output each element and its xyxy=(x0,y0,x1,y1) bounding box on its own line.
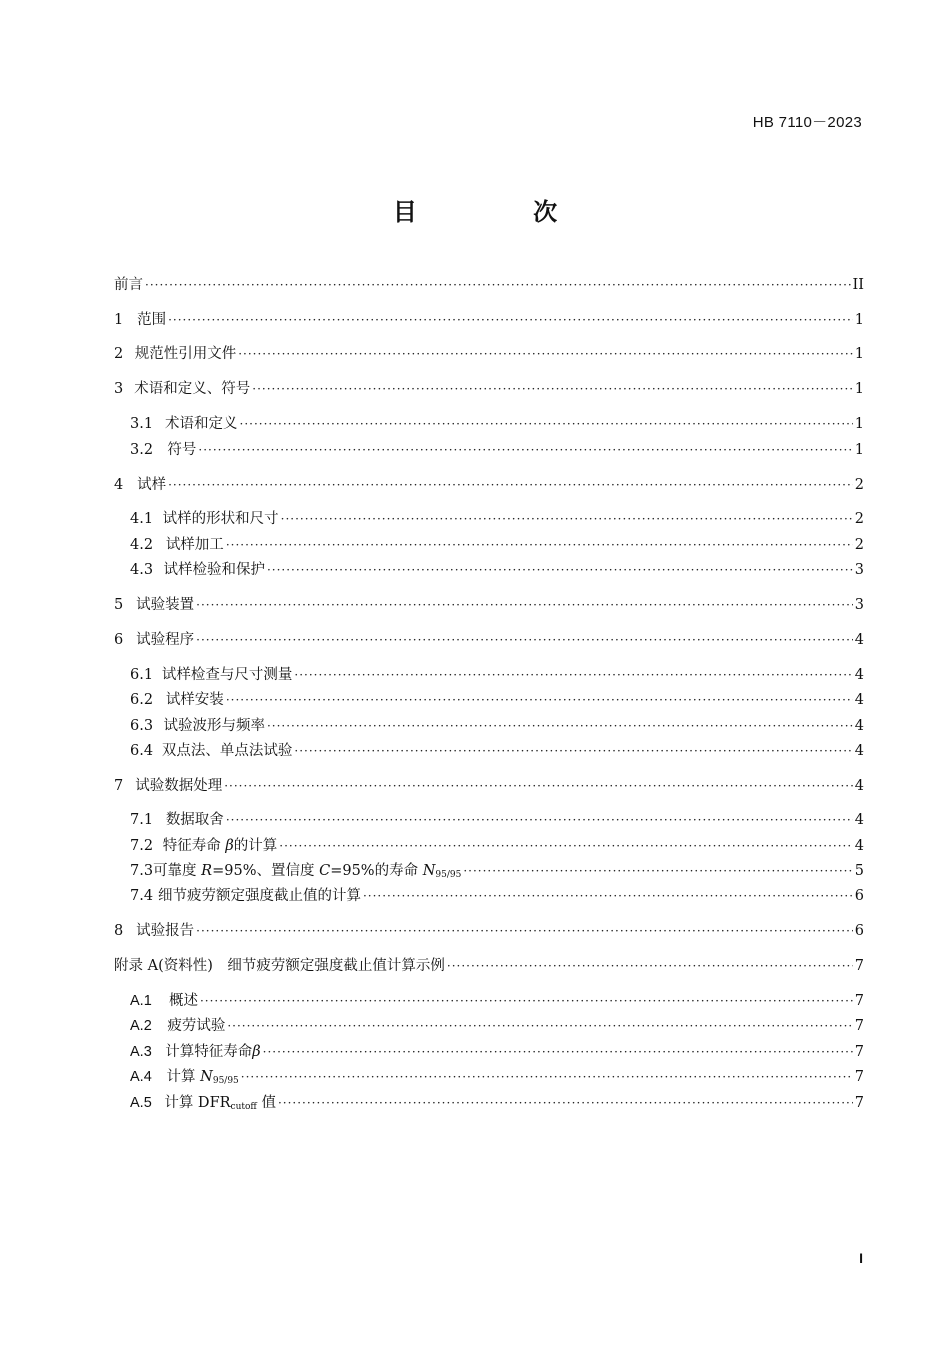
entry-number: 7.1 xyxy=(130,812,154,828)
dot-leader xyxy=(241,1068,853,1086)
toc-entry-4-3[interactable] xyxy=(130,561,864,579)
entry-label: 试验报告 xyxy=(136,923,195,939)
dot-leader xyxy=(200,992,853,1010)
toc-entry-3[interactable] xyxy=(114,380,864,398)
page-number: I xyxy=(859,1250,863,1266)
entry-label: 符号 xyxy=(167,442,197,458)
toc-entry-a-3[interactable] xyxy=(130,1043,864,1061)
entry-number: A.2 xyxy=(130,1018,152,1034)
entry-page: 1 xyxy=(854,381,864,397)
n-subscript: 95/95 xyxy=(212,1076,239,1086)
entry-page: 2 xyxy=(854,477,864,493)
dot-leader xyxy=(196,596,853,614)
dot-leader xyxy=(145,276,851,294)
dot-leader xyxy=(198,441,852,459)
toc-entry-6-4[interactable] xyxy=(130,742,864,760)
dfr-subscript: cutoff xyxy=(230,1102,257,1112)
dot-leader xyxy=(226,691,853,709)
toc-entry-7-2[interactable] xyxy=(130,837,864,855)
dot-leader xyxy=(252,380,853,398)
toc-entry-6-2[interactable] xyxy=(130,691,864,709)
toc-entry-4[interactable] xyxy=(114,476,864,494)
entry-number: A.5 xyxy=(130,1095,152,1111)
entry-page: 5 xyxy=(854,863,864,879)
entry-label: 数据取舍 xyxy=(165,812,224,828)
toc-entry-1[interactable] xyxy=(114,311,864,329)
entry-label xyxy=(163,837,278,855)
entry-label xyxy=(167,1068,239,1090)
label-part: 计算 DFR xyxy=(164,1095,231,1111)
label-part: =95%、置信度 xyxy=(212,863,315,879)
toc-entry-appendix-a[interactable] xyxy=(114,957,864,975)
entry-page: 4 xyxy=(854,718,864,734)
entry-label: 试样检查与尺寸测量 xyxy=(161,667,293,683)
dot-leader xyxy=(238,345,853,363)
dot-leader xyxy=(168,476,853,494)
label-part: 值 xyxy=(261,1095,276,1111)
entry-page: 1 xyxy=(854,312,864,328)
entry-number: 6.3 xyxy=(130,718,154,734)
c-symbol: C xyxy=(319,863,331,879)
standard-code: HB 7110－2023 xyxy=(752,114,862,131)
entry-number: A.4 xyxy=(130,1069,152,1085)
entry-page: 4 xyxy=(854,632,864,648)
dot-leader xyxy=(224,777,853,795)
entry-label: 试样 xyxy=(137,477,167,493)
n-symbol: N xyxy=(422,863,436,879)
entry-page: 6 xyxy=(854,888,864,904)
entry-label: 术语和定义、符号 xyxy=(134,381,251,397)
toc-entry-7[interactable] xyxy=(114,777,864,795)
toc-entry-8[interactable] xyxy=(114,922,864,940)
entry-number: 5 xyxy=(114,597,124,613)
entry-number: 7 xyxy=(114,778,124,794)
toc-entry-3-2[interactable] xyxy=(130,441,864,459)
entry-number: 4.2 xyxy=(130,537,154,553)
entry-page: 4 xyxy=(854,778,864,794)
entry-number: 6.1 xyxy=(130,667,154,683)
toc-entry-7-3[interactable] xyxy=(130,862,864,884)
entry-page: 7 xyxy=(854,993,864,1009)
dot-leader xyxy=(294,666,852,684)
label-part: 计算特征寿命 xyxy=(165,1044,253,1060)
label-part: 的计算 xyxy=(233,838,278,854)
entry-label: 试样安装 xyxy=(165,692,224,708)
toc-entry-4-2[interactable] xyxy=(130,536,864,554)
entry-number: 6.2 xyxy=(130,692,154,708)
entry-label xyxy=(164,1094,276,1116)
entry-label: 试样加工 xyxy=(165,537,224,553)
toc-entry-a-1[interactable] xyxy=(130,992,864,1010)
entry-label: 试验装置 xyxy=(136,597,195,613)
entry-number: 4 xyxy=(114,477,124,493)
entry-page: 4 xyxy=(854,743,864,759)
entry-number: 3.2 xyxy=(130,442,154,458)
dot-leader xyxy=(263,1043,853,1061)
entry-number: 6.4 xyxy=(130,743,154,759)
entry-page: 1 xyxy=(854,346,864,362)
entry-label: 试验数据处理 xyxy=(135,778,223,794)
dot-leader xyxy=(240,415,853,433)
toc-entry-a-5[interactable] xyxy=(130,1094,864,1116)
n-subscript: 95/95 xyxy=(435,870,462,880)
entry-page: 3 xyxy=(854,597,864,613)
entry-number: 7.3 xyxy=(130,863,154,879)
page-title: 目 次 xyxy=(392,198,612,226)
dot-leader xyxy=(281,510,853,528)
dot-leader xyxy=(168,311,853,329)
toc-entry-a-2[interactable] xyxy=(130,1017,864,1035)
entry-page: 6 xyxy=(854,923,864,939)
dot-leader xyxy=(226,811,853,829)
entry-number: A.3 xyxy=(130,1044,152,1060)
toc-entry-6[interactable] xyxy=(114,631,864,649)
toc-entry-a-4[interactable] xyxy=(130,1068,864,1090)
entry-number: 3 xyxy=(114,381,124,397)
entry-label: 试样检验和保护 xyxy=(163,562,265,578)
r-symbol: R xyxy=(201,863,213,879)
entry-number: 1 xyxy=(114,312,124,328)
toc-entry-4-1[interactable] xyxy=(130,510,864,528)
entry-page: 7 xyxy=(854,1018,864,1034)
toc-entry-5[interactable] xyxy=(114,596,864,614)
dot-leader xyxy=(447,957,853,975)
entry-page: 4 xyxy=(854,838,864,854)
beta-symbol: β xyxy=(225,838,234,854)
toc-entry-7-4[interactable] xyxy=(130,887,864,905)
label-part: =95%的寿命 xyxy=(330,863,419,879)
label-part: 特征寿命 xyxy=(162,838,221,854)
dot-leader xyxy=(463,862,852,880)
entry-page: 4 xyxy=(854,667,864,683)
toc-entry-2[interactable] xyxy=(114,345,864,363)
n-symbol: N xyxy=(200,1069,213,1085)
beta-symbol: β xyxy=(252,1044,261,1060)
entry-label: 术语和定义 xyxy=(165,416,238,432)
entry-page: 7 xyxy=(854,1095,864,1111)
entry-page: 4 xyxy=(854,692,864,708)
label-part: 可靠度 xyxy=(153,863,197,879)
entry-page: 7 xyxy=(854,1044,864,1060)
entry-label: 试样的形状和尺寸 xyxy=(162,511,279,527)
toc-entry-preface[interactable] xyxy=(114,276,864,294)
label-part: 计算 xyxy=(166,1069,196,1085)
entry-label: 附录 A(资料性) 细节疲劳额定强度截止值计算示例 xyxy=(114,958,445,974)
entry-label: 试验程序 xyxy=(136,632,195,648)
entry-label: 规范性引用文件 xyxy=(134,346,237,362)
entry-number: 7.4 xyxy=(130,888,154,904)
entry-label: 范围 xyxy=(137,312,167,328)
dot-leader xyxy=(294,742,852,760)
entry-label: 试验波形与频率 xyxy=(163,718,265,734)
entry-page: 7 xyxy=(854,1069,864,1085)
entry-number: A.1 xyxy=(130,993,152,1009)
entry-label: 双点法、单点法试验 xyxy=(161,743,293,759)
entry-page: 1 xyxy=(854,442,864,458)
entry-label xyxy=(153,862,461,884)
entry-number: 2 xyxy=(114,346,124,362)
entry-number: 6 xyxy=(114,632,124,648)
entry-page: 1 xyxy=(854,416,864,432)
entry-label xyxy=(165,1043,260,1061)
entry-number: 3.1 xyxy=(130,416,154,432)
dot-leader xyxy=(227,1017,852,1035)
entry-number: 4.1 xyxy=(130,511,154,527)
entry-label: 概述 xyxy=(168,993,198,1009)
dot-leader xyxy=(226,536,853,554)
entry-number: 7.2 xyxy=(130,838,154,854)
entry-page: 3 xyxy=(854,562,864,578)
dot-leader xyxy=(196,631,853,649)
dot-leader xyxy=(267,717,853,735)
entry-page: 7 xyxy=(854,958,864,974)
entry-page: II xyxy=(852,277,864,293)
toc-entry-6-3[interactable] xyxy=(130,717,864,735)
dot-leader xyxy=(279,837,853,855)
entry-label: 细节疲劳额定强度截止值的计算 xyxy=(157,888,361,904)
table-of-contents xyxy=(114,0,864,1345)
entry-label: 前言 xyxy=(114,277,143,293)
entry-number: 8 xyxy=(114,923,124,939)
entry-number: 4.3 xyxy=(130,562,154,578)
entry-page: 2 xyxy=(854,537,864,553)
toc-entry-6-1[interactable] xyxy=(130,666,864,684)
dot-leader xyxy=(196,922,853,940)
toc-entry-3-1[interactable] xyxy=(130,415,864,433)
dot-leader xyxy=(267,561,853,579)
entry-page: 2 xyxy=(854,511,864,527)
entry-page: 4 xyxy=(854,812,864,828)
toc-entry-7-1[interactable] xyxy=(130,811,864,829)
dot-leader xyxy=(278,1094,853,1112)
dot-leader xyxy=(363,887,853,905)
entry-label: 疲劳试验 xyxy=(167,1018,226,1034)
